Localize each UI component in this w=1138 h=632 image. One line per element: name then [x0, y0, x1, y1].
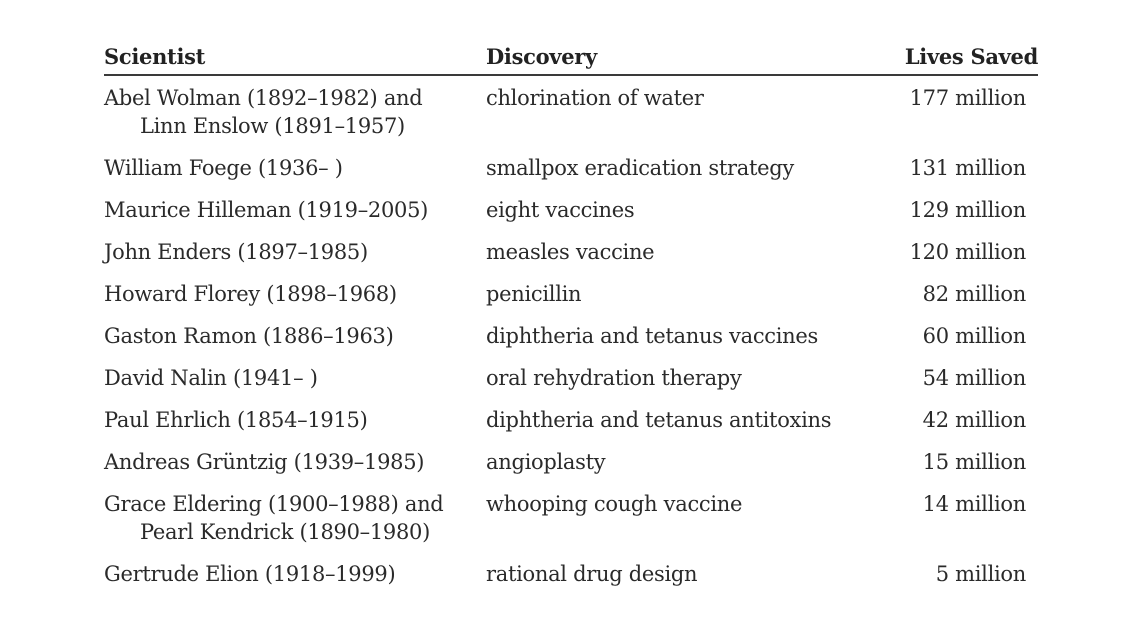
cell-discovery: rational drug design [486, 562, 698, 586]
cell-scientist [104, 490, 486, 560]
cell-scientist [104, 238, 486, 280]
cell-scientist [104, 196, 486, 238]
cell-scientist [104, 406, 486, 448]
scientist-name: David Nalin (1941– ) [104, 366, 318, 390]
cell-lives-saved: 54 million [922, 366, 1026, 390]
table-row [104, 560, 1038, 602]
scientist-name-continued: Pearl Kendrick (1890–1980) [140, 520, 430, 544]
scientist-name: Grace Eldering (1900–1988) and [104, 492, 444, 516]
scientist-name: John Enders (1897–1985) [104, 240, 368, 264]
table-row [104, 196, 1038, 238]
cell-lives-saved: 129 million [909, 198, 1026, 222]
cell-discovery: measles vaccine [486, 240, 655, 264]
cell-discovery: whooping cough vaccine [486, 492, 743, 516]
cell-lives-saved: 15 million [922, 450, 1026, 474]
scientist-name: Howard Florey (1898–1968) [104, 282, 397, 306]
table-row [104, 154, 1038, 196]
cell-discovery: angioplasty [486, 450, 606, 474]
scientist-name: Andreas Grüntzig (1939–1985) [104, 450, 425, 474]
cell-scientist [104, 322, 486, 364]
scientist-name: Abel Wolman (1892–1982) and [104, 86, 423, 110]
cell-discovery: diphtheria and tetanus antitoxins [486, 408, 832, 432]
cell-lives-saved: 42 million [922, 408, 1026, 432]
cell-scientist [104, 364, 486, 406]
cell-scientist [104, 75, 486, 154]
scientist-name: Paul Ehrlich (1854–1915) [104, 408, 368, 432]
cell-lives-saved: 177 million [909, 86, 1026, 110]
scientists-table [104, 36, 1038, 602]
table-body [104, 75, 1038, 602]
header-scientist: Scientist [104, 36, 486, 75]
cell-scientist [104, 448, 486, 490]
table-row [104, 490, 1038, 560]
table-row [104, 280, 1038, 322]
cell-discovery: eight vaccines [486, 198, 635, 222]
scientist-name: Gertrude Elion (1918–1999) [104, 562, 396, 586]
table-row [104, 406, 1038, 448]
header-discovery: Discovery [486, 36, 886, 75]
cell-discovery: oral rehydration therapy [486, 366, 742, 390]
table-row [104, 364, 1038, 406]
cell-discovery: chlorination of water [486, 86, 704, 110]
table-row [104, 238, 1038, 280]
table-row [104, 75, 1038, 154]
cell-lives-saved: 14 million [922, 492, 1026, 516]
cell-lives-saved: 131 million [909, 156, 1026, 180]
table-header [104, 36, 1038, 75]
cell-discovery: smallpox eradication strategy [486, 156, 794, 180]
cell-lives-saved: 60 million [922, 324, 1026, 348]
scientist-name: William Foege (1936– ) [104, 156, 343, 180]
cell-scientist [104, 280, 486, 322]
header-row [104, 36, 1038, 75]
cell-discovery: diphtheria and tetanus vaccines [486, 324, 819, 348]
cell-lives-saved: 120 million [909, 240, 1026, 264]
cell-lives-saved: 82 million [922, 282, 1026, 306]
table-row [104, 448, 1038, 490]
scientist-name: Maurice Hilleman (1919–2005) [104, 198, 429, 222]
cell-discovery: penicillin [486, 282, 582, 306]
scientist-name: Gaston Ramon (1886–1963) [104, 324, 394, 348]
header-lives-saved: Lives Saved [886, 36, 1038, 75]
table-row [104, 322, 1038, 364]
cell-lives-saved: 5 million [935, 562, 1026, 586]
cell-scientist [104, 560, 486, 602]
cell-scientist [104, 154, 486, 196]
scientist-name-continued: Linn Enslow (1891–1957) [140, 114, 405, 138]
